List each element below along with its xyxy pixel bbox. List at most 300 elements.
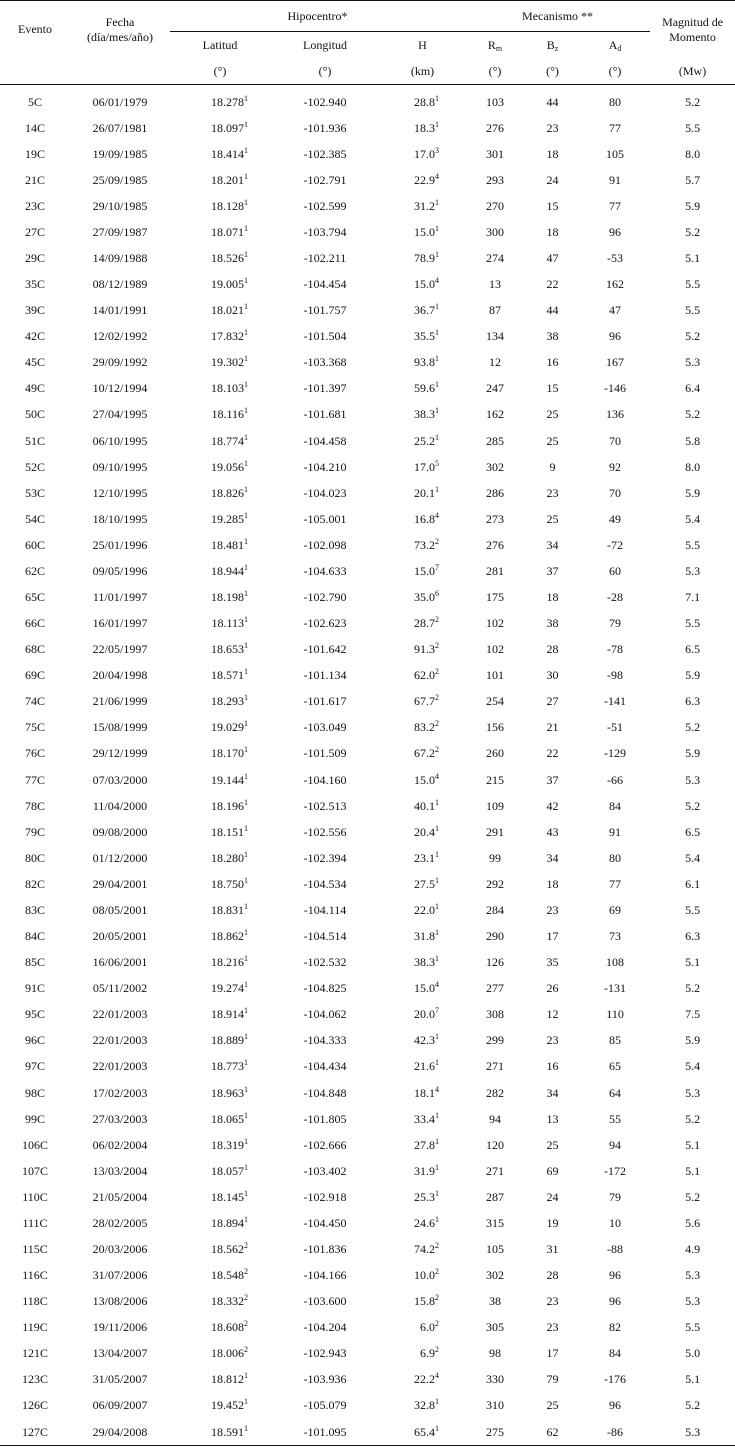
cell-bz-value: 34 [546, 537, 559, 552]
cell-longitud-value: -103.600 [303, 1294, 347, 1309]
cell-h-ref: 1 [435, 432, 440, 442]
cell-bz [525, 1236, 580, 1262]
unit-h: (km) [380, 58, 465, 85]
cell-h-ref: 2 [435, 641, 440, 651]
cell-latitud [170, 558, 270, 584]
cell-latitud [170, 1184, 270, 1210]
cell-h-value: 62.0 [414, 668, 436, 683]
cell-ad-value: 162 [606, 277, 625, 292]
cell-fecha [70, 532, 170, 558]
cell-mw-value: 5.2 [685, 407, 701, 422]
cell-h-ref: 1 [435, 1188, 440, 1198]
cell-bz-value: 24 [546, 172, 559, 187]
cell-evento-value: 127C [21, 1424, 48, 1439]
cell-longitud-value: -104.114 [303, 902, 347, 917]
cell-bz [525, 1080, 580, 1106]
cell-h-value: 74.2 [414, 1241, 436, 1256]
cell-fecha-value: 21/05/2004 [92, 1189, 148, 1204]
cell-h-ref: 1 [435, 223, 440, 233]
cell-mw-value: 5.5 [685, 303, 701, 318]
cell-longitud-value: -101.397 [303, 381, 347, 396]
cell-rm-value: 126 [486, 955, 505, 970]
cell-latitud-value: 18.591 [211, 1424, 244, 1439]
cell-rm [465, 584, 525, 610]
cell-mw [650, 480, 735, 506]
cell-latitud [170, 871, 270, 897]
cell-h [380, 167, 465, 193]
cell-evento [0, 1028, 70, 1054]
cell-bz [525, 402, 580, 428]
cell-bz [525, 950, 580, 976]
cell-longitud [270, 1367, 380, 1393]
cell-evento [0, 637, 70, 663]
cell-fecha [70, 845, 170, 871]
cell-bz [525, 663, 580, 689]
cell-bz [525, 1002, 580, 1028]
cell-evento-value: 78C [24, 798, 45, 813]
cell-h [380, 506, 465, 532]
cell-longitud [270, 454, 380, 480]
cell-longitud-value: -101.681 [303, 407, 347, 422]
cell-mw [650, 584, 735, 610]
cell-fecha [70, 1080, 170, 1106]
cell-rm-value: 302 [486, 1268, 505, 1283]
cell-fecha-value: 21/06/1999 [92, 694, 148, 709]
cell-fecha-value: 20/04/1998 [92, 668, 148, 683]
cell-latitud-value: 18.750 [211, 876, 244, 891]
cell-fecha-value: 22/01/2003 [92, 1007, 148, 1022]
cell-latitud-value: 18.862 [211, 929, 244, 944]
cell-rm [465, 715, 525, 741]
cell-bz-value: 25 [546, 407, 559, 422]
cell-fecha-value: 16/06/2001 [92, 955, 148, 970]
table-row [0, 924, 735, 950]
cell-rm-value: 260 [486, 746, 505, 761]
cell-bz-value: 18 [546, 146, 559, 161]
cell-h-value: 91.3 [414, 642, 436, 657]
cell-ad [580, 350, 650, 376]
cell-ad-value: 77 [609, 876, 622, 891]
cell-evento [0, 1158, 70, 1184]
cell-rm [465, 1263, 525, 1289]
cell-mw [650, 1315, 735, 1341]
cell-bz-value: 25 [546, 1398, 559, 1413]
cell-latitud-value: 18.826 [211, 485, 244, 500]
cell-latitud-ref: 1 [244, 93, 248, 103]
cell-latitud-ref: 1 [244, 1032, 248, 1042]
cell-rm-value: 281 [486, 563, 505, 578]
cell-h-ref: 4 [435, 771, 440, 781]
cell-h-ref: 1 [435, 797, 440, 807]
cell-latitud-ref: 1 [244, 223, 248, 233]
cell-ad [580, 1132, 650, 1158]
cell-evento [0, 272, 70, 298]
cell-h [380, 480, 465, 506]
cell-bz [525, 793, 580, 819]
cell-evento [0, 1315, 70, 1341]
cell-h [380, 558, 465, 584]
cell-evento-value: 107C [21, 1163, 48, 1178]
cell-rm-value: 330 [486, 1372, 505, 1387]
cell-rm [465, 1289, 525, 1315]
cell-bz [525, 584, 580, 610]
table-row [0, 272, 735, 298]
cell-mw-value: 5.1 [685, 1163, 701, 1178]
cell-latitud [170, 793, 270, 819]
cell-bz [525, 298, 580, 324]
cell-latitud [170, 1263, 270, 1289]
cell-latitud-ref: 2 [244, 1267, 248, 1277]
cell-latitud-ref: 1 [244, 171, 248, 181]
cell-evento-value: 53C [24, 485, 45, 500]
cell-bz [525, 324, 580, 350]
cell-longitud-value: -104.450 [303, 1215, 347, 1230]
cell-latitud-value: 18.914 [211, 1007, 244, 1022]
cell-rm-value: 101 [486, 668, 505, 683]
cell-bz [525, 1028, 580, 1054]
header-rm-sub: m [495, 43, 503, 53]
cell-bz [525, 897, 580, 923]
cell-h [380, 663, 465, 689]
cell-latitud-value: 18.653 [211, 642, 244, 657]
cell-bz [525, 506, 580, 532]
cell-rm [465, 845, 525, 871]
cell-bz [525, 558, 580, 584]
cell-mw-value: 5.3 [685, 355, 701, 370]
cell-h-ref: 2 [435, 1293, 440, 1303]
cell-fecha-value: 08/12/1989 [92, 277, 148, 292]
cell-rm-value: 287 [486, 1189, 505, 1204]
cell-evento [0, 976, 70, 1002]
cell-bz [525, 1393, 580, 1419]
cell-mw [650, 402, 735, 428]
cell-fecha [70, 767, 170, 793]
cell-longitud-value: -104.210 [303, 459, 347, 474]
cell-bz [525, 715, 580, 741]
cell-h [380, 1106, 465, 1132]
cell-fecha-value: 17/02/2003 [92, 1085, 148, 1100]
cell-ad-value: 136 [606, 407, 625, 422]
cell-ad-value: -78 [607, 642, 624, 657]
cell-evento-value: 91C [24, 981, 45, 996]
cell-mw [650, 819, 735, 845]
cell-latitud-value: 18.170 [211, 746, 244, 761]
cell-rm-value: 13 [489, 277, 502, 292]
cell-evento-value: 62C [24, 563, 45, 578]
cell-rm-value: 290 [486, 929, 505, 944]
cell-latitud-value: 18.216 [211, 955, 244, 970]
table-row [0, 298, 735, 324]
cell-evento-value: 96C [24, 1033, 45, 1048]
cell-mw [650, 1236, 735, 1262]
cell-longitud [270, 845, 380, 871]
cell-longitud-value: -101.805 [303, 1111, 347, 1126]
cell-latitud-ref: 2 [244, 1319, 248, 1329]
cell-fecha-value: 22/05/1997 [92, 642, 148, 657]
cell-mw [650, 272, 735, 298]
cell-bz-value: 25 [546, 511, 559, 526]
cell-mw [650, 324, 735, 350]
cell-rm [465, 167, 525, 193]
cell-fecha-value: 19/09/1985 [92, 146, 148, 161]
cell-bz [525, 85, 580, 116]
cell-evento [0, 506, 70, 532]
cell-evento-value: 23C [24, 198, 45, 213]
cell-h [380, 584, 465, 610]
cell-mw-value: 5.9 [685, 198, 701, 213]
cell-fecha-value: 19/11/2006 [92, 1320, 148, 1335]
cell-fecha [70, 85, 170, 116]
cell-rm [465, 219, 525, 245]
cell-ad [580, 1210, 650, 1236]
cell-bz [525, 1341, 580, 1367]
cell-h [380, 350, 465, 376]
cell-h-value: 17.0 [414, 146, 436, 161]
cell-h [380, 1393, 465, 1419]
cell-latitud [170, 85, 270, 116]
cell-longitud-value: -104.825 [303, 981, 347, 996]
cell-bz [525, 350, 580, 376]
cell-longitud [270, 1393, 380, 1419]
cell-ad [580, 611, 650, 637]
cell-evento-value: 106C [21, 1137, 48, 1152]
cell-latitud-ref: 1 [244, 901, 248, 911]
cell-latitud [170, 950, 270, 976]
cell-mw [650, 454, 735, 480]
cell-evento [0, 167, 70, 193]
cell-evento-value: 85C [24, 955, 45, 970]
cell-evento [0, 1210, 70, 1236]
cell-evento [0, 611, 70, 637]
cell-bz-value: 21 [546, 720, 559, 735]
cell-ad [580, 897, 650, 923]
cell-latitud-ref: 1 [244, 250, 248, 259]
cell-longitud [270, 1210, 380, 1236]
cell-h-value: 93.8 [414, 355, 436, 370]
cell-ad-value: -86 [607, 1424, 624, 1439]
cell-ad-value: -28 [607, 590, 624, 605]
cell-bz-value: 15 [546, 198, 559, 213]
cell-longitud [270, 1263, 380, 1289]
cell-latitud-value: 18.562 [211, 1241, 244, 1256]
cell-fecha-value: 12/02/1992 [92, 329, 148, 344]
cell-mw [650, 219, 735, 245]
cell-longitud-value: -105.079 [303, 1398, 347, 1413]
cell-latitud [170, 1367, 270, 1393]
cell-h-ref: 1 [435, 380, 440, 390]
cell-mw [650, 245, 735, 271]
cell-h-ref: 1 [435, 1136, 440, 1146]
cell-mw-value: 6.1 [685, 876, 701, 891]
cell-h-ref: 1 [435, 328, 440, 338]
cell-mw [650, 637, 735, 663]
cell-latitud-value: 19.056 [211, 459, 244, 474]
cell-mw-value: 5.7 [685, 172, 701, 187]
cell-latitud [170, 193, 270, 219]
cell-latitud-value: 19.144 [211, 772, 244, 787]
cell-longitud-value: -104.166 [303, 1268, 347, 1283]
cell-latitud-ref: 1 [244, 875, 248, 885]
cell-rm [465, 558, 525, 584]
cell-rm [465, 428, 525, 454]
cell-rm [465, 272, 525, 298]
cell-bz-value: 18 [546, 224, 559, 239]
cell-evento [0, 715, 70, 741]
cell-latitud [170, 506, 270, 532]
table-row [0, 1002, 735, 1028]
cell-bz [525, 1132, 580, 1158]
cell-mw [650, 428, 735, 454]
cell-mw-value: 5.1 [685, 955, 701, 970]
cell-h-value: 35.5 [414, 329, 436, 344]
cell-h-ref: 1 [435, 928, 440, 938]
cell-latitud-ref: 1 [244, 276, 248, 286]
cell-rm-value: 285 [486, 433, 505, 448]
cell-h [380, 1263, 465, 1289]
cell-latitud-ref: 1 [244, 980, 248, 990]
table-header [0, 1, 735, 85]
cell-latitud-ref: 1 [244, 667, 248, 677]
cell-ad [580, 1341, 650, 1367]
cell-mw-value: 5.3 [685, 772, 701, 787]
cell-h [380, 532, 465, 558]
cell-longitud-value: -104.848 [303, 1085, 347, 1100]
cell-ad [580, 1184, 650, 1210]
cell-fecha-value: 09/05/1996 [92, 563, 148, 578]
cell-mw [650, 741, 735, 767]
cell-mw [650, 85, 735, 116]
cell-h [380, 976, 465, 1002]
cell-ad [580, 1080, 650, 1106]
cell-latitud [170, 611, 270, 637]
cell-longitud-value: -103.049 [303, 720, 347, 735]
cell-rm-value: 271 [486, 1163, 505, 1178]
table-row [0, 871, 735, 897]
cell-h [380, 1289, 465, 1315]
cell-longitud [270, 428, 380, 454]
header-rm-base: R [487, 37, 496, 52]
cell-mw-value: 5.1 [685, 251, 701, 265]
table-row [0, 1263, 735, 1289]
cell-latitud-value: 18.571 [211, 668, 244, 683]
table-row [0, 1054, 735, 1080]
cell-mw [650, 924, 735, 950]
cell-bz [525, 1158, 580, 1184]
table-row [0, 611, 735, 637]
cell-longitud-value: -101.642 [303, 642, 347, 657]
cell-longitud [270, 219, 380, 245]
cell-fecha-value: 11/01/1997 [92, 590, 148, 605]
cell-mw-value: 5.2 [685, 1398, 701, 1413]
cell-latitud-ref: 1 [244, 641, 248, 651]
cell-bz-value: 37 [546, 772, 559, 787]
cell-longitud [270, 480, 380, 506]
cell-evento-value: 95C [24, 1007, 45, 1022]
cell-fecha [70, 219, 170, 245]
cell-mw [650, 1263, 735, 1289]
cell-evento-value: 121C [21, 1346, 48, 1361]
cell-bz-value: 23 [546, 1033, 559, 1048]
cell-latitud [170, 324, 270, 350]
cell-ad-value: 77 [609, 120, 622, 135]
cell-mw [650, 611, 735, 637]
cell-h-value: 17.0 [414, 459, 436, 474]
cell-h-value: 27.8 [414, 1137, 436, 1152]
cell-ad [580, 1367, 650, 1393]
cell-ad-value: 96 [609, 224, 622, 239]
cell-evento-value: 66C [24, 616, 45, 631]
cell-bz [525, 376, 580, 402]
cell-fecha-value: 06/09/2007 [92, 1398, 148, 1413]
cell-rm [465, 85, 525, 116]
cell-latitud [170, 272, 270, 298]
cell-bz-value: 13 [546, 1111, 559, 1126]
cell-fecha-value: 31/07/2006 [92, 1268, 148, 1283]
cell-mw [650, 897, 735, 923]
header-rm [465, 32, 525, 59]
cell-rm-value: 293 [486, 172, 505, 187]
cell-mw [650, 1367, 735, 1393]
header-mecanismo: Mecanismo ** [465, 1, 650, 32]
cell-longitud-value: -104.023 [303, 485, 347, 500]
cell-ad-value: 96 [609, 1294, 622, 1309]
cell-latitud-ref: 1 [244, 849, 248, 859]
cell-latitud [170, 741, 270, 767]
cell-latitud [170, 219, 270, 245]
cell-h-value: 65.4 [414, 1424, 436, 1439]
cell-rm-value: 254 [486, 694, 505, 709]
table-row [0, 1367, 735, 1393]
cell-ad-value: 79 [609, 616, 622, 631]
cell-mw [650, 376, 735, 402]
cell-mw-value: 8.0 [685, 459, 701, 474]
table-row [0, 1393, 735, 1419]
cell-fecha-value: 15/08/1999 [92, 720, 148, 735]
cell-latitud-value: 18.151 [211, 824, 244, 839]
cell-fecha [70, 167, 170, 193]
table-row [0, 689, 735, 715]
cell-evento-value: 69C [24, 668, 45, 683]
unit-ad: (°) [580, 58, 650, 85]
cell-fecha [70, 871, 170, 897]
cell-mw-value: 5.8 [685, 433, 701, 448]
cell-longitud [270, 115, 380, 141]
cell-rm-value: 162 [486, 407, 505, 422]
cell-longitud [270, 637, 380, 663]
cell-latitud [170, 376, 270, 402]
cell-ad [580, 1106, 650, 1132]
cell-ad [580, 402, 650, 428]
cell-longitud-value: -101.936 [303, 120, 347, 135]
cell-h-ref: 1 [435, 1162, 440, 1172]
cell-latitud [170, 141, 270, 167]
cell-rm-value: 94 [489, 1111, 502, 1126]
cell-latitud [170, 1236, 270, 1262]
unit-rm: (°) [465, 58, 525, 85]
cell-longitud-value: -104.434 [303, 1059, 347, 1074]
cell-fecha-value: 13/04/2007 [92, 1346, 148, 1361]
cell-mw [650, 141, 735, 167]
cell-evento [0, 1393, 70, 1419]
cell-h-value: 32.8 [414, 1398, 436, 1413]
cell-bz [525, 1184, 580, 1210]
cell-mw-value: 5.5 [685, 537, 701, 552]
cell-bz-value: 31 [546, 1241, 559, 1256]
cell-fecha-value: 20/05/2001 [92, 929, 148, 944]
cell-fecha-value: 06/02/2004 [92, 1137, 148, 1152]
header-hipocentro: Hipocentro* [170, 1, 465, 32]
cell-latitud-value: 19.285 [211, 511, 244, 526]
